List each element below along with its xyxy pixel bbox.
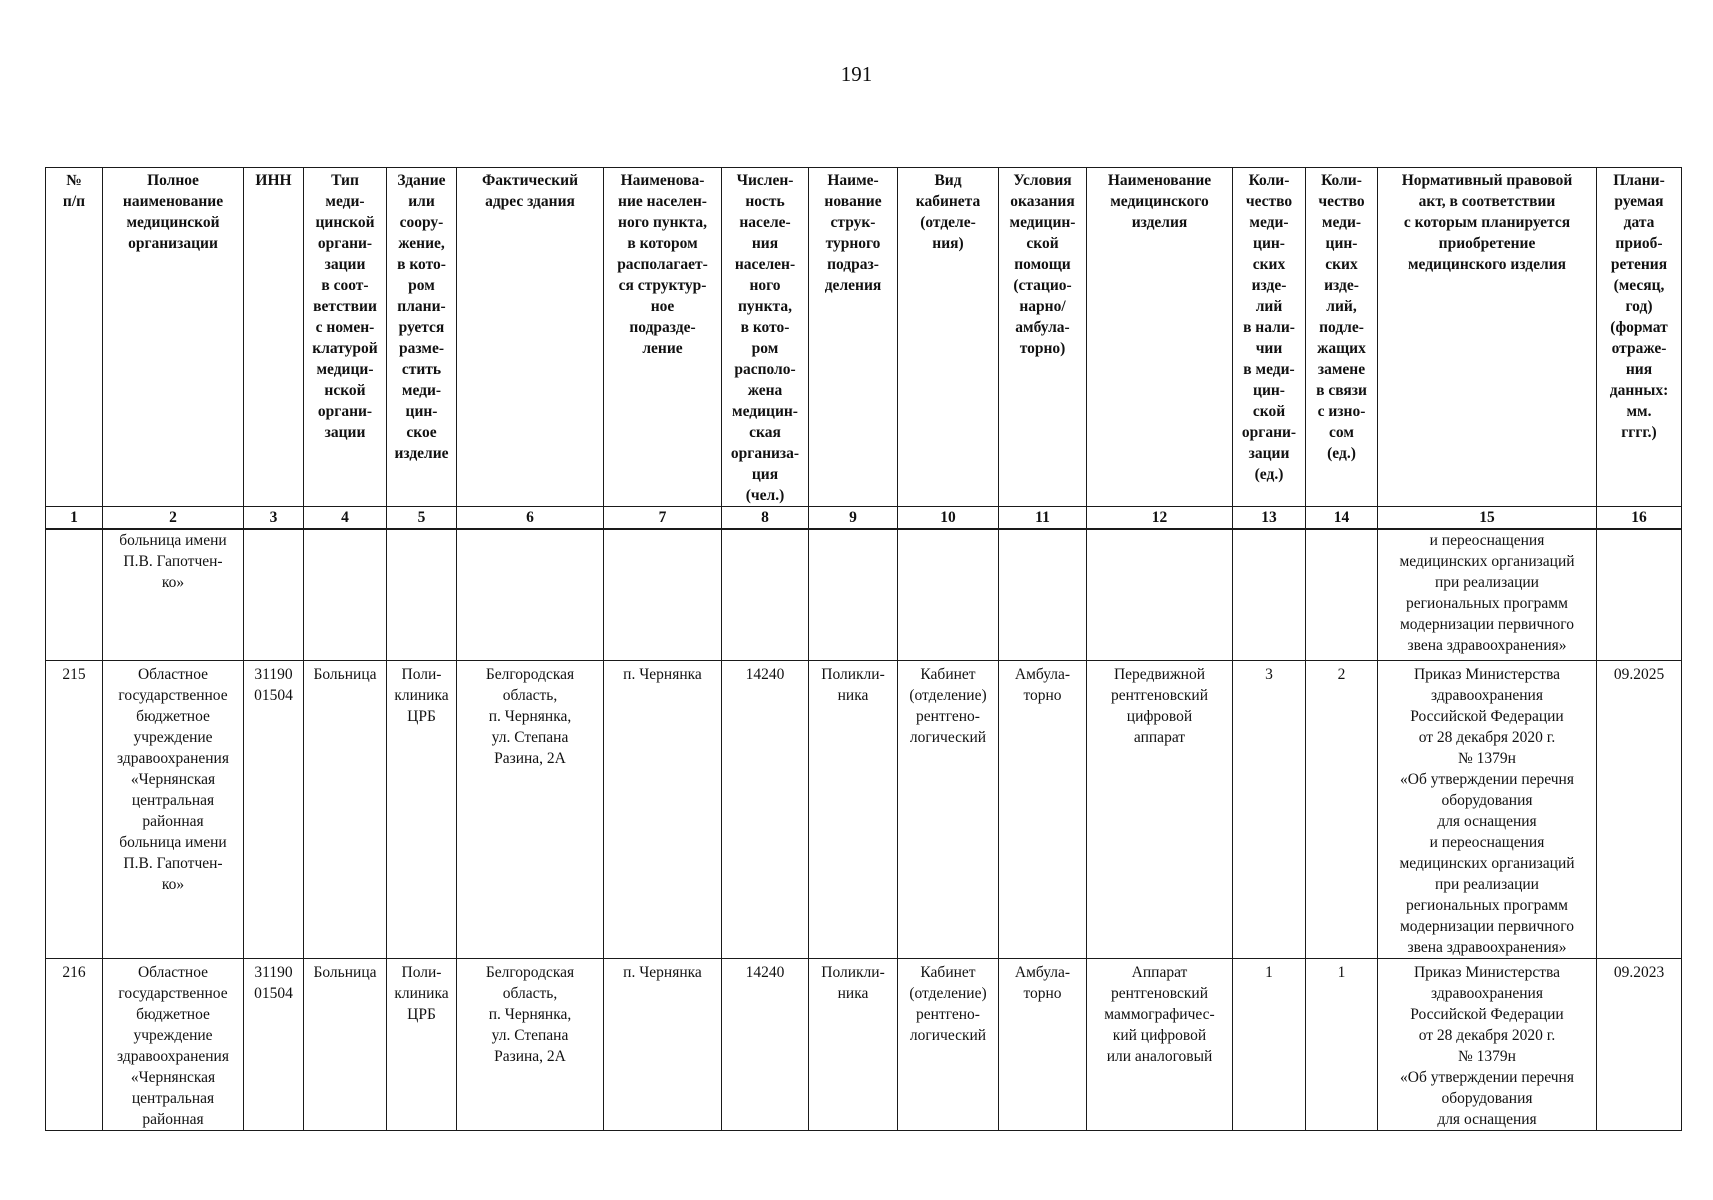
cell-address: Белгородская область, п. Чернянка, ул. Степана Разина, 2А — [457, 661, 604, 959]
cell-org-type — [304, 529, 387, 661]
cell-device-name — [1087, 529, 1233, 661]
cell-qty-replace: 2 — [1306, 661, 1378, 959]
cell-qty-replace: 1 — [1306, 959, 1378, 1131]
cell-legal-act: Приказ Министерства здравоохранения Российской Федерации от 28 декабря 2020 г. № 1379н «Об утверждении перечня оборудования для оснащения — [1378, 959, 1597, 1131]
header-cell-subdivision: Наиме- нование струк- турного подраз- деления — [809, 168, 898, 507]
cell-subdivision: Поликли- ника — [809, 959, 898, 1131]
equipment-table — [45, 167, 1682, 1131]
column-number: 14 — [1306, 507, 1378, 530]
cell-inn — [244, 529, 304, 661]
cell-org-name: Областное государственное бюджетное учреждение здравоохранения «Чернянская центральная районная больница имени П.В. Гапотчен- ко» — [103, 661, 244, 959]
column-number: 2 — [103, 507, 244, 530]
cell-population: 14240 — [722, 661, 809, 959]
page-number: 191 — [840, 62, 873, 86]
cell-cabinet-type: Кабинет (отделение) рентгено- логический — [898, 661, 999, 959]
cell-building — [387, 529, 457, 661]
cell-qty-available — [1233, 529, 1306, 661]
header-cell-population: Числен- ность населе- ния населен- ного пункта, в кото- ром располо- жена медицин- ская организа- ция (чел.) — [722, 168, 809, 507]
cell-inn: 31190 01504 — [244, 661, 304, 959]
cell-org-name: Областное государственное бюджетное учреждение здравоохранения «Чернянская центральная районная — [103, 959, 244, 1131]
cell-care-conditions: Амбула- торно — [999, 959, 1087, 1131]
cell-care-conditions — [999, 529, 1087, 661]
column-number: 1 — [46, 507, 103, 530]
column-number: 4 — [304, 507, 387, 530]
header-cell-settlement: Наименова- ние населен- ного пункта, в котором располагает- ся структур- ное подразде- ление — [604, 168, 722, 507]
cell-settlement — [604, 529, 722, 661]
header-cell-device-name: Наименование медицинского изделия — [1087, 168, 1233, 507]
cell-legal-act: Приказ Министерства здравоохранения Российской Федерации от 28 декабря 2020 г. № 1379н «Об утверждении перечня оборудования для оснащения и переоснащения медицинских организаций при реализации региональных программ модернизации первичного звена здравоохранения» — [1378, 661, 1597, 959]
cell-org-type: Больница — [304, 661, 387, 959]
cell-device-name: Передвижной рентгеновский цифровой аппарат — [1087, 661, 1233, 959]
header-cell-org-name: Полное наименование медицинской организации — [103, 168, 244, 507]
cell-settlement: п. Чернянка — [604, 661, 722, 959]
cell-cabinet-type: Кабинет (отделение) рентгено- логический — [898, 959, 999, 1131]
cell-planned-date: 09.2025 — [1597, 661, 1682, 959]
header-cell-org-type: Тип меди- цинской органи- зации в соот- ветствии с номен- клатурой медици- нской органи- зации — [304, 168, 387, 507]
table-row-216 — [46, 959, 1682, 1131]
header-cell-planned-date: Плани- руемая дата приоб- ретения (месяц, год) (формат отраже- ния данных: мм. гггг.) — [1597, 168, 1682, 507]
cell-address — [457, 529, 604, 661]
cell-subdivision — [809, 529, 898, 661]
column-number: 13 — [1233, 507, 1306, 530]
cell-org-name: больница имени П.В. Гапотчен- ко» — [103, 529, 244, 661]
cell-care-conditions: Амбула- торно — [999, 661, 1087, 959]
cell-building: Поли- клиника ЦРБ — [387, 661, 457, 959]
cell-population: 14240 — [722, 959, 809, 1131]
table-row-215 — [46, 661, 1682, 959]
header-cell-care-conditions: Условия оказания медицин- ской помощи (стацио- нарно/ амбула- торно) — [999, 168, 1087, 507]
cell-inn: 31190 01504 — [244, 959, 304, 1131]
column-number: 6 — [457, 507, 604, 530]
cell-num — [46, 529, 103, 661]
header-cell-num: № п/п — [46, 168, 103, 507]
header-cell-qty-replace: Коли- чество меди- цин- ских изде- лий, подле- жащих замене в связи с изно- сом (ед.) — [1306, 168, 1378, 507]
cell-num: 216 — [46, 959, 103, 1131]
cell-planned-date — [1597, 529, 1682, 661]
header-row — [46, 168, 1682, 507]
cell-num: 215 — [46, 661, 103, 959]
column-number: 7 — [604, 507, 722, 530]
header-cell-inn: ИНН — [244, 168, 304, 507]
column-number: 15 — [1378, 507, 1597, 530]
column-number: 8 — [722, 507, 809, 530]
column-number: 12 — [1087, 507, 1233, 530]
cell-org-type: Больница — [304, 959, 387, 1131]
header-cell-building: Здание или соору- жение, в кото- ром плани- руется разме- стить меди- цин- ское изделие — [387, 168, 457, 507]
cell-qty-replace — [1306, 529, 1378, 661]
column-number: 10 — [898, 507, 999, 530]
cell-subdivision: Поликли- ника — [809, 661, 898, 959]
cell-qty-available: 1 — [1233, 959, 1306, 1131]
header-cell-legal-act: Нормативный правовой акт, в соответствии с которым планируется приобретение медицинского изделия — [1378, 168, 1597, 507]
cell-settlement: п. Чернянка — [604, 959, 722, 1131]
header-cell-address: Фактический адрес здания — [457, 168, 604, 507]
column-number-row — [46, 507, 1682, 530]
cell-device-name: Аппарат рентгеновский маммографичес- кий цифровой или аналоговый — [1087, 959, 1233, 1131]
header-cell-qty-available: Коли- чество меди- цин- ских изде- лий в нали- чии в меди- цин- ской органи- зации (ед.) — [1233, 168, 1306, 507]
column-number: 16 — [1597, 507, 1682, 530]
column-number: 5 — [387, 507, 457, 530]
table-row-continuation — [46, 529, 1682, 661]
cell-building: Поли- клиника ЦРБ — [387, 959, 457, 1131]
cell-address: Белгородская область, п. Чернянка, ул. Степана Разина, 2А — [457, 959, 604, 1131]
cell-planned-date: 09.2023 — [1597, 959, 1682, 1131]
cell-qty-available: 3 — [1233, 661, 1306, 959]
column-number: 3 — [244, 507, 304, 530]
cell-legal-act: и переоснащения медицинских организаций при реализации региональных программ модернизации первичного звена здравоохранения» — [1378, 529, 1597, 661]
cell-population — [722, 529, 809, 661]
cell-cabinet-type — [898, 529, 999, 661]
column-number: 11 — [999, 507, 1087, 530]
column-number: 9 — [809, 507, 898, 530]
header-cell-cabinet-type: Вид кабинета (отделе- ния) — [898, 168, 999, 507]
